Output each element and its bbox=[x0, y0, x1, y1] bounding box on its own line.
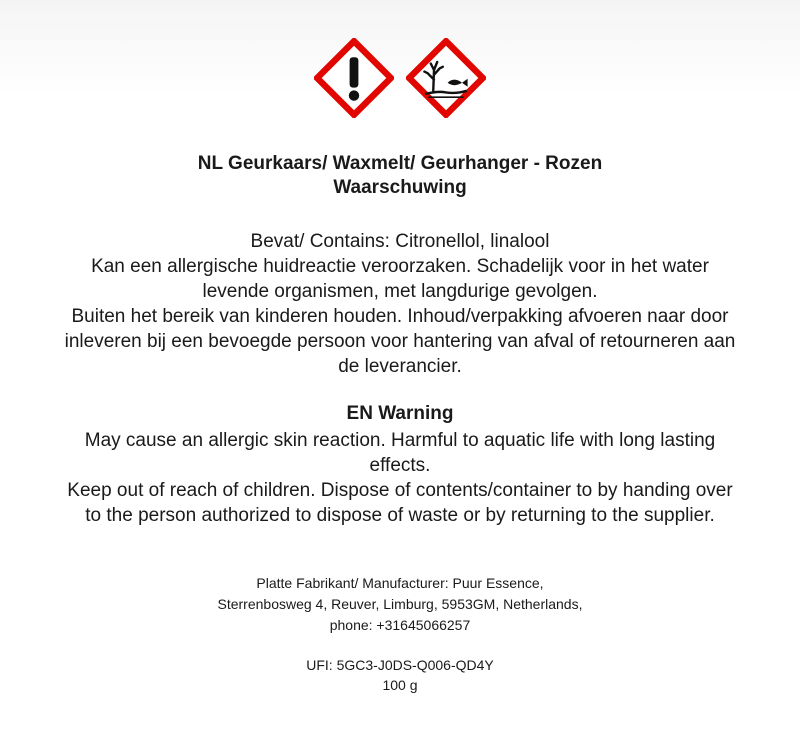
en-precaution-line-1: Keep out of reach of children. Dispose of contents/container to by handing over bbox=[67, 480, 733, 501]
en-hazard-line-1: May cause an allergic skin reaction. Harmful to aquatic life with long lasting bbox=[84, 430, 716, 451]
en-precaution-line-2: to the person authorized to dispose of waste or by returning to the supplier. bbox=[85, 505, 715, 526]
ghs-pictograms bbox=[0, 38, 800, 118]
net-weight: 100 g bbox=[382, 677, 418, 693]
product-title bbox=[0, 152, 800, 200]
environment-hazard-icon bbox=[406, 38, 486, 118]
manufacturer-line-2: Sterrenbosweg 4, Reuver, Limburg, 5953GM, Netherlands, bbox=[217, 596, 583, 612]
title-line-2: Waarschuwing bbox=[333, 177, 467, 198]
manufacturer-line-1: Platte Fabrikant/ Manufacturer: Puur Essence, bbox=[256, 575, 544, 591]
title-line-1: NL Geurkaars/ Waxmelt/ Geurhanger - Rozen bbox=[197, 153, 603, 174]
nl-precaution-line-1: Buiten het bereik van kinderen houden. Inhoud/verpakking afvoeren naar door bbox=[71, 306, 729, 327]
en-hazard-line-2: effects. bbox=[369, 455, 431, 476]
ufi-code: UFI: 5GC3-J0DS-Q006-QD4Y bbox=[306, 657, 494, 673]
ufi-section bbox=[0, 655, 800, 695]
contains-line: Bevat/ Contains: Citronellol, linalool bbox=[250, 231, 550, 252]
nl-section bbox=[0, 229, 800, 379]
manufacturer-phone: phone: +31645066257 bbox=[329, 617, 471, 633]
nl-precaution-line-2: inleveren bij een bevoegde persoon voor hantering van afval of retourneren aan bbox=[64, 331, 736, 352]
manufacturer-info bbox=[0, 573, 800, 636]
nl-hazard-line-2: levende organismen, met langdurige gevolgen. bbox=[202, 281, 598, 302]
exclamation-mark-hazard-icon bbox=[314, 38, 394, 118]
en-heading: EN Warning bbox=[346, 403, 454, 424]
nl-hazard-line-1: Kan een allergische huidreactie veroorzaken. Schadelijk voor in het water bbox=[91, 256, 709, 277]
nl-precaution-line-3: de leverancier. bbox=[338, 356, 462, 377]
en-section bbox=[0, 428, 800, 528]
